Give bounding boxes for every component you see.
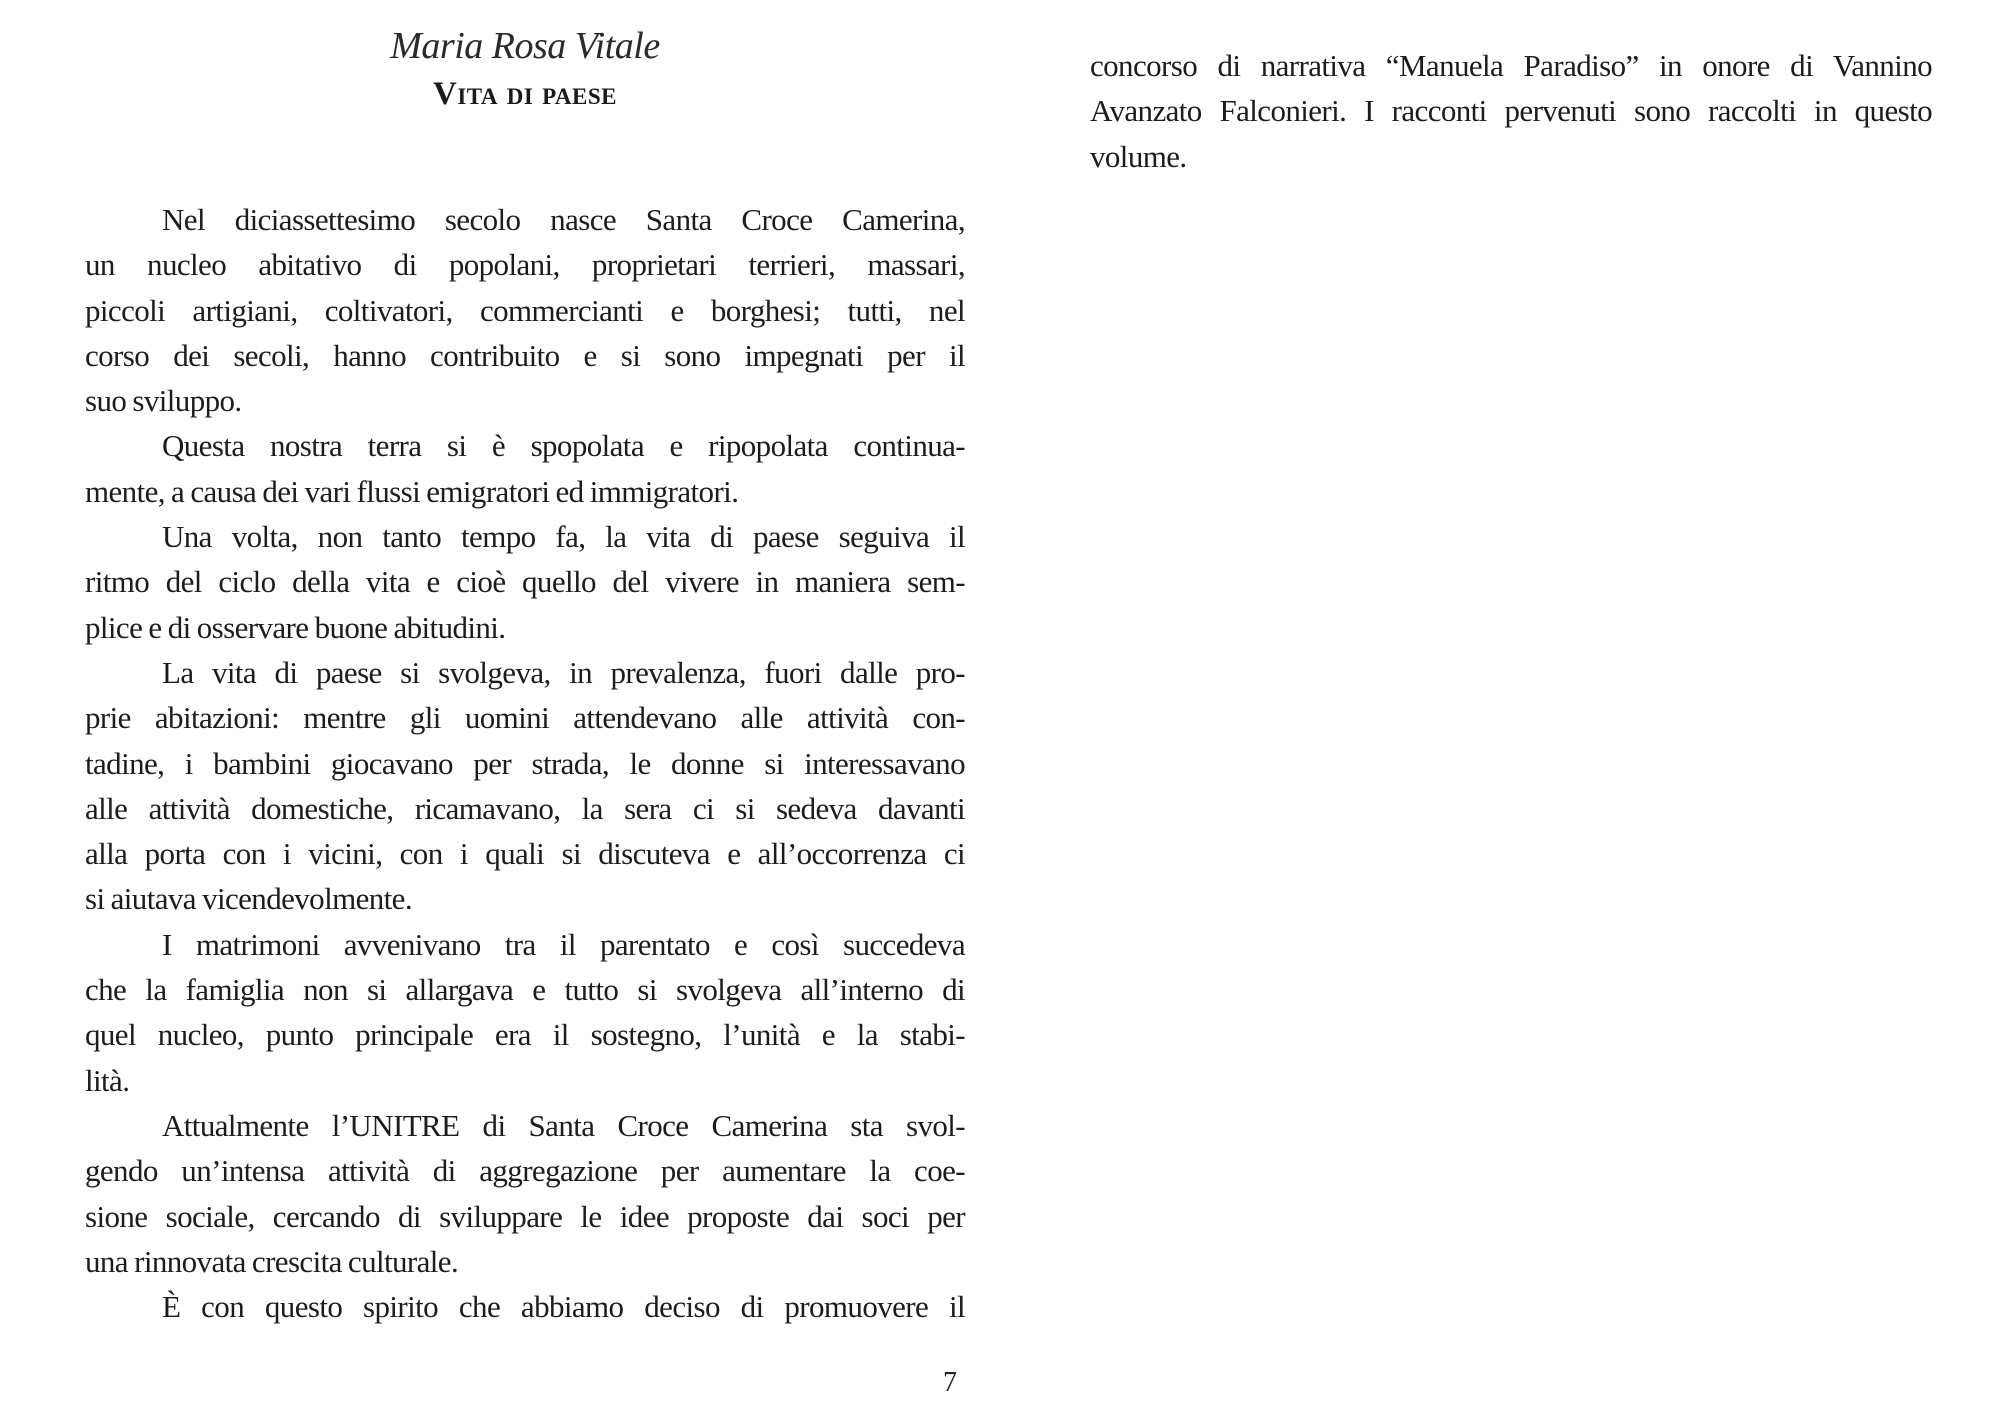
chapter-title: Vita di paese — [432, 76, 617, 112]
text-line: plice e di osservare buone abitudini. — [85, 609, 506, 645]
text-line: ritmo del ciclo della vita e cioè quello del vivere in maniera sem- — [85, 564, 965, 600]
text-line: gendo un’intensa attività di aggregazione per aumentare la coe- — [85, 1153, 965, 1189]
right-page — [1000, 0, 2000, 1425]
text-line: alle attività domestiche, ricamavano, la sera ci si sedeva davanti — [85, 790, 965, 826]
text-line: La vita di paese si svolgeva, in prevalenza, fuori dalle pro- — [162, 654, 965, 690]
text-line: tadine, i bambini giocavano per strada, le donne si interessavano — [85, 745, 965, 781]
author-name: Maria Rosa Vitale — [390, 25, 660, 67]
text-line: si aiutava vicendevolmente. — [85, 881, 412, 917]
page-number: 7 — [943, 1367, 957, 1398]
text-line: Questa nostra terra si è spopolata e ripopolata continua- — [162, 428, 965, 464]
text-line: Attualmente l’UNITRE di Santa Croce Camerina sta svol- — [162, 1107, 965, 1143]
text-line: I matrimoni avvenivano tra il parentato e così succedeva — [162, 926, 965, 962]
text-line: concorso di narrativa “Manuela Paradiso” in onore di Vannino — [1090, 48, 1932, 83]
text-line: Nel diciassettesimo secolo nasce Santa Croce Camerina, — [162, 202, 965, 237]
text-line: alla porta con i vicini, con i quali si discuteva e all’occorrenza ci — [85, 836, 965, 872]
text-line: una rinnovata crescita culturale. — [85, 1243, 459, 1279]
text-line: un nucleo abitativo di popolani, proprietari terrieri, massari, — [85, 247, 965, 283]
paragraph — [85, 1284, 965, 1329]
text-line: suo sviluppo. — [85, 383, 242, 419]
text-line: lità. — [85, 1062, 130, 1098]
text-line: Una volta, non tanto tempo fa, la vita di paese seguiva il — [162, 519, 965, 555]
text-line: corso dei secoli, hanno contribuito e si sono impegnati per il — [85, 337, 965, 373]
text-line: che la famiglia non si allargava e tutto si svolgeva all’interno di — [85, 972, 965, 1008]
paragraph — [85, 922, 965, 1103]
text-line: quel nucleo, punto principale era il sostegno, l’unità e la stabi- — [85, 1017, 965, 1053]
left-page-body — [85, 197, 965, 1329]
text-line: prie abitazioni: mentre gli uomini attendevano alle attività con- — [85, 700, 965, 736]
paragraph — [85, 423, 965, 514]
text-line: piccoli artigiani, coltivatori, commercianti e borghesi; tutti, nel — [85, 292, 965, 328]
paragraph — [85, 514, 965, 650]
text-line: sione sociale, cercando di sviluppare le idee proposte dai soci per — [85, 1198, 965, 1234]
paragraph — [1090, 43, 1932, 179]
text-line: volume. — [1090, 138, 1187, 174]
text-line: mente, a causa dei vari flussi emigratori ed immigratori. — [85, 473, 739, 509]
paragraph — [85, 650, 965, 922]
right-page-body — [1090, 43, 1932, 179]
text-line: Avanzato Falconieri. I racconti pervenuti sono raccolti in questo — [1090, 93, 1932, 129]
text-line: È con questo spirito che abbiamo deciso di promuovere il — [162, 1289, 965, 1325]
paragraph — [85, 197, 965, 423]
paragraph — [85, 1103, 965, 1284]
